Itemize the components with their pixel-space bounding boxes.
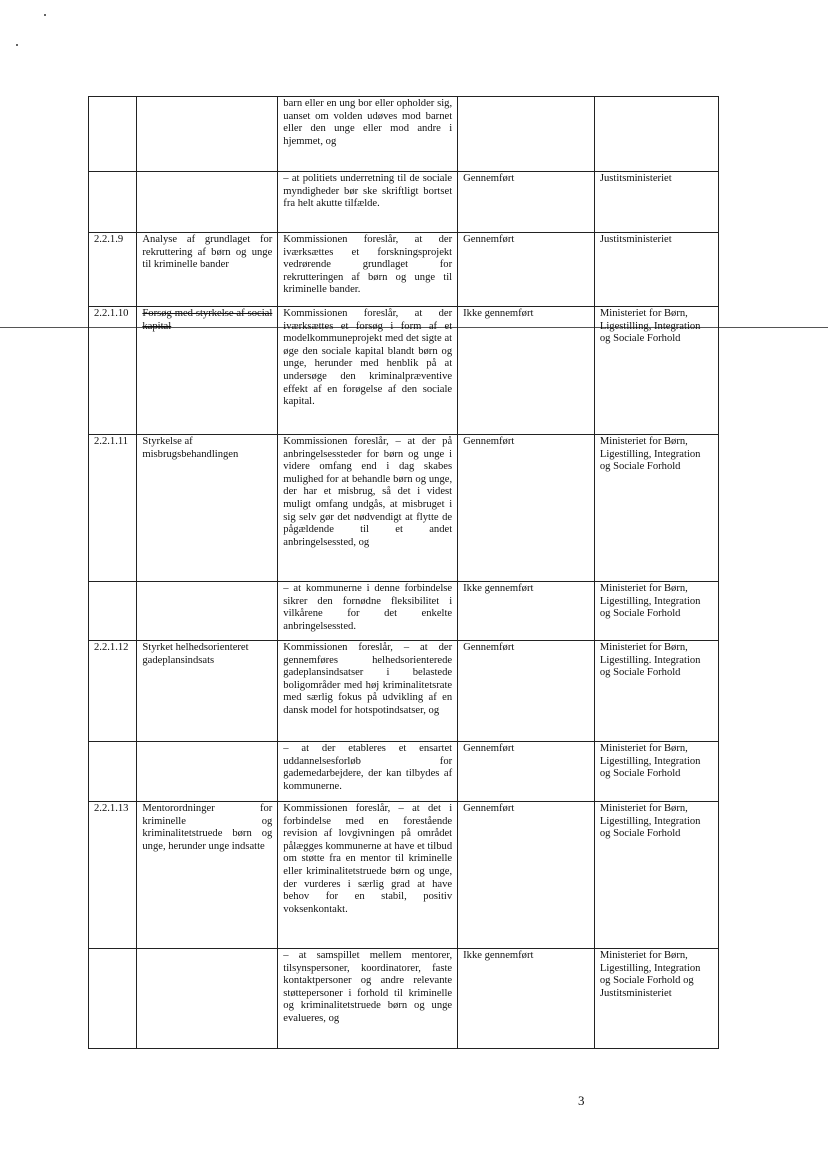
measure-id-cell: 2.2.1.12 [89, 641, 137, 742]
status-cell: Gennemført [458, 802, 595, 949]
ministry-cell: Ministeriet for Børn, Ligestilling, Integration og Sociale Forhold [594, 307, 718, 435]
measure-title-cell [137, 172, 278, 233]
measure-title-cell [137, 949, 278, 1049]
measure-id-cell [89, 97, 137, 172]
measure-description-cell: Kommissionen foreslår, – at det i forbindelse med en forestående revision af lovgivningen på området pålægges kommunerne at have et tilbud om støtte fra en mentor til kriminelle eller kriminalitetstruede børn og unge, der vurderes i særlig grad at have behov for en stabil, positiv voksenkontakt. [278, 802, 458, 949]
measure-id-cell [89, 742, 137, 802]
table-row [89, 949, 719, 1049]
status-cell: Gennemført [458, 641, 595, 742]
status-cell: Gennemført [458, 172, 595, 233]
measure-description-cell: – at politiets underretning til de sociale myndigheder bør ske skriftligt bortset fra helt akutte tilfælde. [278, 172, 458, 233]
table-row [89, 435, 719, 582]
measures-table [88, 96, 719, 1049]
page-number: 3 [578, 1093, 585, 1108]
table-row [89, 802, 719, 949]
ministry-cell: Justitsministeriet [594, 233, 718, 307]
measure-id-cell [89, 949, 137, 1049]
measure-description-cell: barn eller en ung bor eller opholder sig, uanset om volden udøves mod barnet eller den unge eller mod andre i hjemmet, og [278, 97, 458, 172]
measure-title-cell [137, 582, 278, 641]
measure-title-cell [137, 742, 278, 802]
measure-title-cell [137, 97, 278, 172]
measure-description-cell: Kommissionen foreslår, – at der på anbringelsessteder for børn og unge i videre omfang end i dag skabes mulighed for at behandle børn og unge, der har et misbrug, så det i videst muligt omfang undgås, at misbruget i sig selv gør det nødvendigt at flytte de pågældende til et andet anbringelsessted, og [278, 435, 458, 582]
status-cell: Ikke gennemført [458, 949, 595, 1049]
table-row [89, 582, 719, 641]
measure-description-cell: – at der etableres et ensartet uddannelsesforløb for gademedarbejdere, der kan tilbydes af kommunerne. [278, 742, 458, 802]
ministry-cell: Ministeriet for Børn, Ligestilling, Integration og Sociale Forhold [594, 742, 718, 802]
ministry-cell: Ministeriet for Børn, Ligestilling, Integration og Sociale Forhold og Justitsministeriet [594, 949, 718, 1049]
status-cell: Ikke gennemført [458, 582, 595, 641]
table-row [89, 742, 719, 802]
ministry-cell: Justitsministeriet [594, 172, 718, 233]
scan-speck [16, 44, 18, 46]
measure-title-cell: Mentorordninger for kriminelle og kriminalitetstruede børn og unge, herunder unge indsatte [137, 802, 278, 949]
measure-title-cell: Styrkelse af misbrugsbehandlingen [137, 435, 278, 582]
measure-description-cell: Kommissionen foreslår, – at der gennemføres helhedsorienterede gadeplansindsatser i belastede boligområder med høj kriminalitetsrate med særlig fokus på udvikling af en dansk model for hotspotindsatser, og [278, 641, 458, 742]
measure-description-cell: – at kommunerne i denne forbindelse sikrer den fornødne fleksibilitet i vilkårene for det enkelte anbringelsessted. [278, 582, 458, 641]
ministry-cell: Ministeriet for Børn, Ligestilling, Integration og Sociale Forhold [594, 582, 718, 641]
scan-speck [44, 14, 46, 16]
measure-description-cell: Kommissionen foreslår, at der iværksættes et forsøg i form af et modelkommuneprojekt med det sigte at øge den sociale kapital blandt børn og unge, herunder med henblik på at undersøge den kriminalpræventive effekt af en forøgelse af den sociale kapital. [278, 307, 458, 435]
table-row [89, 307, 719, 435]
measure-title-cell: Styrket helhedsorienteret gadeplansindsats [137, 641, 278, 742]
ministry-cell: Ministeriet for Børn, Ligestilling, Integration og Sociale Forhold [594, 435, 718, 582]
table-row [89, 641, 719, 742]
measure-id-cell [89, 582, 137, 641]
status-cell [458, 97, 595, 172]
status-cell: Gennemført [458, 742, 595, 802]
measure-title-cell: Forsøg med styrkelse af social kapital [137, 307, 278, 435]
measure-description-cell: – at samspillet mellem mentorer, tilsynspersoner, koordinatorer, faste kontaktpersoner og andre relevante støttepersoner i forhold til kriminelle og kriminalitetstruede børn og unge evalueres, og [278, 949, 458, 1049]
status-cell: Gennemført [458, 435, 595, 582]
status-cell: Ikke gennemført [458, 307, 595, 435]
measure-id-cell: 2.2.1.13 [89, 802, 137, 949]
measure-id-cell: 2.2.1.11 [89, 435, 137, 582]
table-row [89, 172, 719, 233]
ministry-cell: Ministeriet for Børn, Ligestilling, Integration og Sociale Forhold [594, 802, 718, 949]
measure-id-cell [89, 172, 137, 233]
ministry-cell: Ministeriet for Børn, Ligestilling. Integration og Sociale Forhold [594, 641, 718, 742]
measure-description-cell: Kommissionen foreslår, at der iværksættes et forskningsprojekt vedrørende grundlaget for rekrutteringen af børn og unge til kriminelle bander. [278, 233, 458, 307]
measure-id-cell: 2.2.1.10 [89, 307, 137, 435]
measure-title-cell: Analyse af grundlaget for rekruttering af børn og unge til kriminelle bander [137, 233, 278, 307]
status-cell: Gennemført [458, 233, 595, 307]
table-row [89, 97, 719, 172]
table-row [89, 233, 719, 307]
measure-id-cell: 2.2.1.9 [89, 233, 137, 307]
ministry-cell [594, 97, 718, 172]
